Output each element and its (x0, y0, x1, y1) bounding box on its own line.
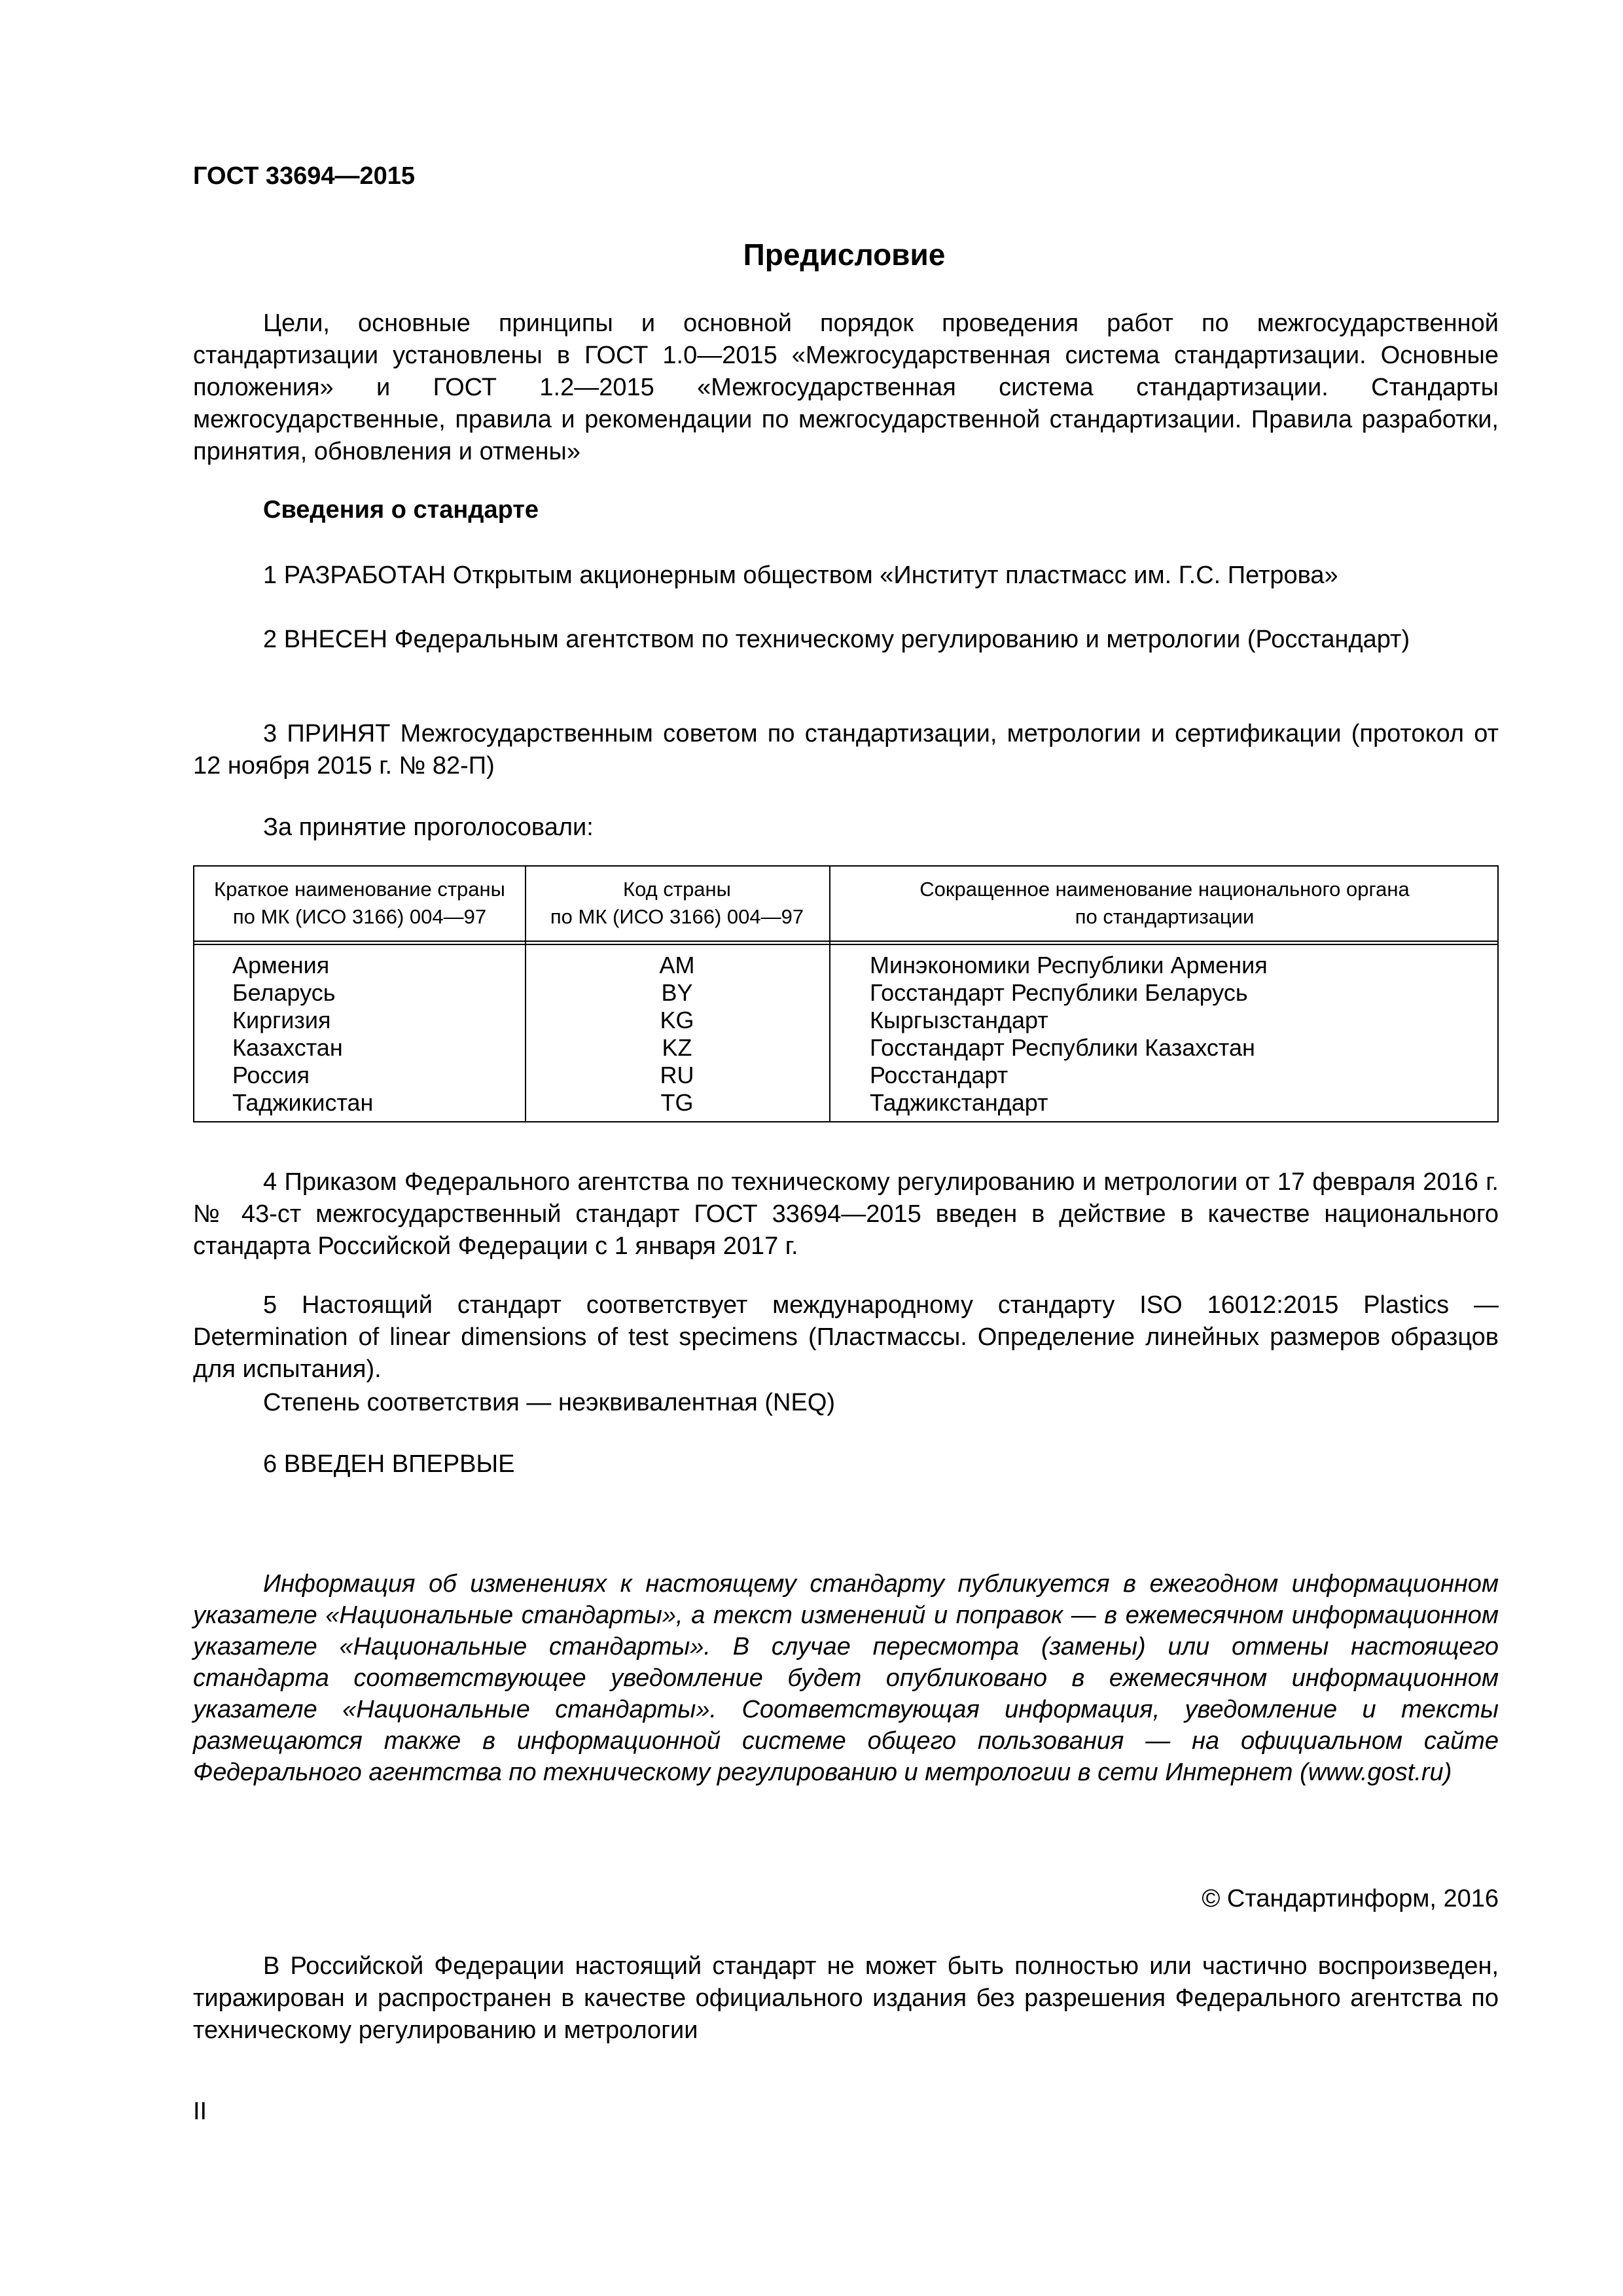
item-4: 4 Приказом Федерального агентства по техническому регулированию и метрологии от 17 февраля 2016 г. № 43-ст межгосударственный стандарт ГОСТ 33694—2015 введен в действие в качестве национального стандарта Российской Федерации с 1 января 2017 г. (193, 1168, 1499, 1260)
page-number: II (193, 2098, 207, 2125)
table-cell: Минэкономики Республики Армения (870, 952, 1268, 978)
item-3: 3 ПРИНЯТ Межгосударственным советом по стандартизации, метрологии и сертификации (протокол от 12 ноября 2015 г. № 82-П) (193, 720, 1499, 780)
item-5-conformity: Степень соответствия — неэквивалентная (NEQ) (263, 1389, 836, 1416)
table-cell: Таджикстандарт (870, 1089, 1048, 1116)
table-cell: Госстандарт Республики Казахстан (870, 1034, 1255, 1061)
intro-paragraph: Цели, основные принципы и основной порядок проведения работ по межгосударственной стандартизации установлены в ГОСТ 1.0—2015 «Межгосударственная система стандартизации. Основные положения» и ГОСТ 1.2—2015 «Межгосударственная система стандартизации. Стандарты межгосударственные, правила и рекомендации по межгосударственной стандартизации. Правила разработки, принятия, обновления и отмены» (193, 310, 1499, 465)
table-cell: RU (660, 1062, 694, 1088)
item-6: 6 ВВЕДЕН ВПЕРВЫЕ (263, 1450, 515, 1478)
table-cell: Киргизия (232, 1007, 331, 1033)
table-header-body: Сокращенное наименование национального органа по стандартизации (919, 878, 1410, 928)
item-5: 5 Настоящий стандарт соответствует международному стандарту ISO 16012:2015 Plastics — Determination of linear dimensions of test specimens (Пластмассы. Определение линейных размеров образцов для испытания). (193, 1291, 1499, 1383)
table-cell: BY (661, 979, 693, 1006)
copyright: © Стандартинформ, 2016 (1202, 1885, 1499, 1912)
table-cell: TG (660, 1089, 694, 1116)
table-cell: KG (660, 1007, 694, 1033)
table-divider (194, 944, 1497, 945)
table-cell: AM (659, 952, 695, 978)
table-cell: Казахстан (232, 1034, 343, 1061)
table-header-country: Краткое наименование страны по МК (ИСО 3166) 004—97 (214, 878, 505, 928)
table-header-code: Код страны по МК (ИСО 3166) 004—97 (550, 878, 804, 928)
table-cell: Россия (232, 1062, 310, 1088)
vote-intro: За принятие проголосовали: (263, 814, 594, 841)
table-cell: Таджикистан (232, 1089, 374, 1116)
page-title: Предисловие (743, 238, 946, 272)
section-subheading: Сведения о стандарте (263, 496, 539, 524)
info-notice: Информация об изменениях к настоящему стандарту публикуется в ежегодном информационном указателе «Национальные стандарты», а текст изменений и поправок — в ежемесячном информационном указателе «Национальные стандарты». В случае пересмотра (замены) или отмены настоящего стандарта соответствующее уведомление будет опубликовано в ежемесячном информационном указателе «Национальные стандарты». Соответствующая информация, уведомление и тексты размещаются также в информационной системе общего пользования — на официальном сайте Федерального агентства по техническому регулированию и метрологии в сети Интернет (www.gost.ru) (193, 1570, 1499, 1786)
table-cell: KZ (662, 1034, 692, 1061)
table-cell: Беларусь (232, 979, 336, 1006)
document-id-header: ГОСТ 33694—2015 (193, 162, 416, 190)
item-1: 1 РАЗРАБОТАН Открытым акционерным обществом «Институт пластмасс им. Г.С. Петрова» (263, 562, 1338, 589)
table-cell: Армения (232, 952, 330, 978)
table-cell: Росстандарт (870, 1062, 1008, 1088)
table-cell: Госстандарт Республики Беларусь (870, 979, 1248, 1006)
table-cell: Кыргызстандарт (870, 1007, 1048, 1033)
table-column-body (870, 952, 1268, 1117)
footer-note: В Российской Федерации настоящий стандарт не может быть полностью или частично воспроизведен, тиражирован и распространен в качестве официального издания без разрешения Федерального агентства по техническому регулированию и метрологии (193, 1952, 1499, 2044)
item-2: 2 ВНЕСЕН Федеральным агентством по техническому регулированию и метрологии (Росстандарт) (263, 626, 1410, 653)
table-divider (194, 941, 1497, 942)
table-column-code (525, 952, 829, 1117)
voting-table (193, 865, 1499, 1122)
table-column-country (232, 952, 373, 1117)
